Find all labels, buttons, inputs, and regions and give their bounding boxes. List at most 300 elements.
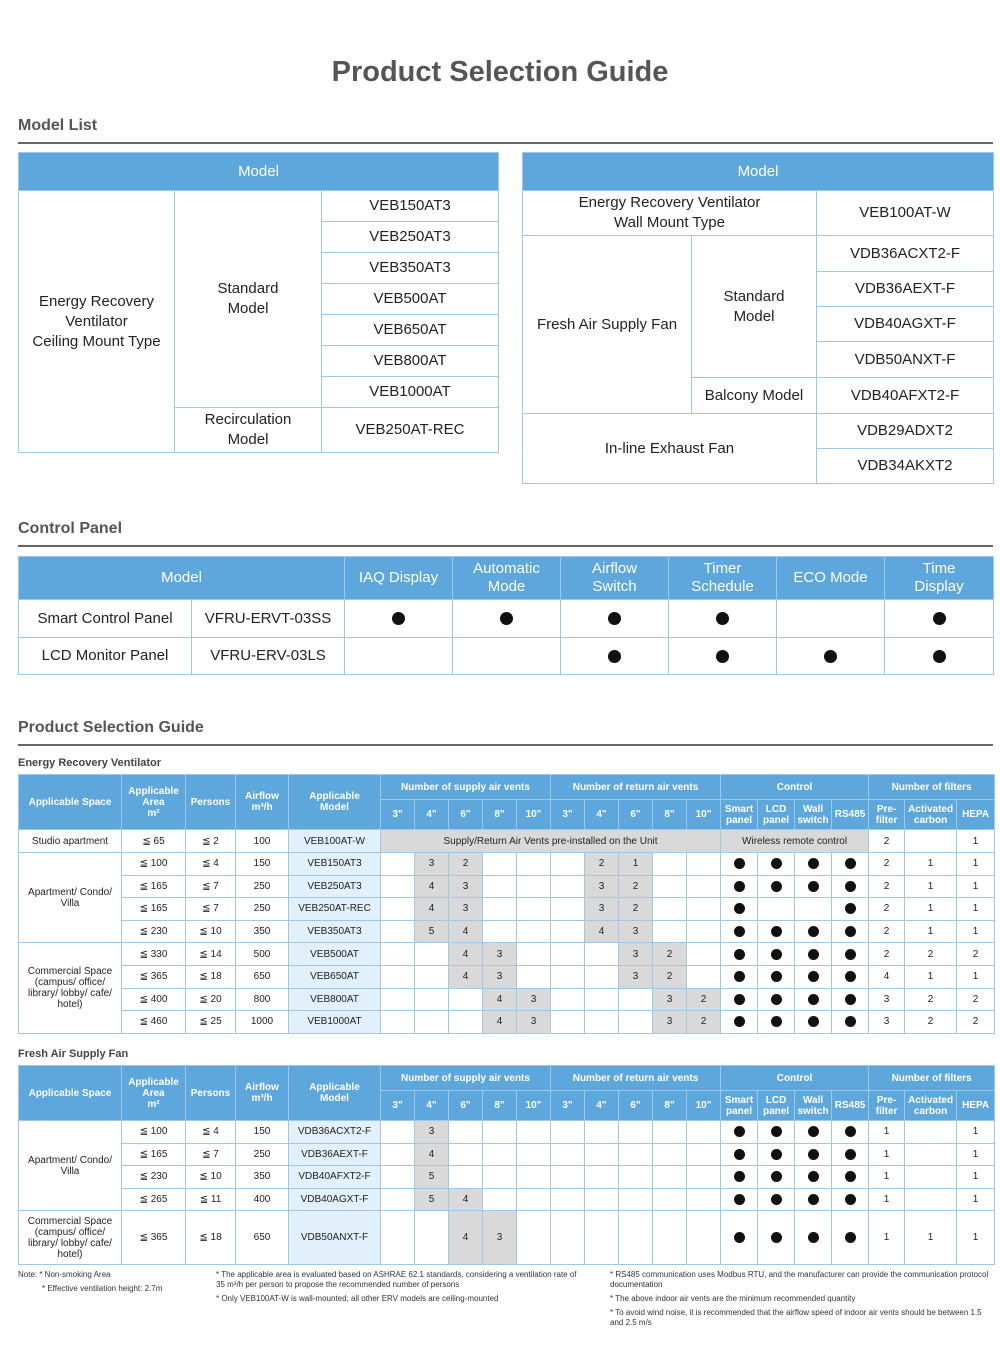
table-row [19,1166,995,1189]
filled-dot-icon [734,971,745,982]
supply-vent-cell [517,1143,551,1166]
model-cell: VDB36AEXT-F [289,1143,381,1166]
model-cell: VEB650AT [289,965,381,988]
header-vent-size: 4" [585,1091,619,1121]
airflow-cell: 1000 [236,1011,289,1034]
selection-guide-title: Product Selection Guide [18,719,204,736]
supply-vent-cell: 2 [449,853,483,876]
notes-col-2 [216,1270,586,1304]
return-vent-cell [653,898,687,921]
filter-cell: 1 [905,920,957,943]
notes-col-1 [18,1270,208,1294]
control-cell [795,965,832,988]
filter-cell: 2 [905,988,957,1011]
supply-vent-cell: 3 [483,965,517,988]
filled-dot-icon [845,1126,856,1137]
return-vent-cell: 2 [653,965,687,988]
model-cell: VDB40AFXT2-F [289,1166,381,1189]
control-cell [832,920,869,943]
header-vent-size: 6" [449,800,483,830]
return-vent-cell: 2 [619,898,653,921]
filter-cell: 4 [869,965,905,988]
return-vent-cell: 2 [619,875,653,898]
return-vent-cell [619,1011,653,1034]
filled-dot-icon [392,612,405,625]
header-control-type: Smart panel [721,1091,758,1121]
area-cell: ≦ 230 [122,920,186,943]
supply-vent-cell [381,920,415,943]
area-cell: ≦ 100 [122,1121,186,1144]
control-cell [832,898,869,921]
filter-cell: 2 [869,920,905,943]
filter-cell: 1 [957,965,995,988]
return-vent-cell [653,1211,687,1265]
return-vent-cell [653,1121,687,1144]
airflow-cell: 150 [236,853,289,876]
header-control: Control [721,775,869,800]
airflow-cell: 400 [236,1188,289,1211]
supply-vent-cell [517,853,551,876]
model-cell: VEB350AT3 [322,253,499,284]
filled-dot-icon [734,903,745,914]
filled-dot-icon [771,994,782,1005]
return-vent-cell [585,1143,619,1166]
return-vent-cell [653,853,687,876]
persons-cell: ≦ 10 [186,1166,236,1189]
return-vent-cell [687,898,721,921]
filter-cell: 1 [957,920,995,943]
model-list-rule [18,142,993,144]
cp-header: Timer Schedule [669,557,777,600]
header-area: Applicable Area m² [122,1066,186,1121]
filled-dot-icon [933,612,946,625]
supply-vent-cell [483,1143,517,1166]
control-cell [758,988,795,1011]
return-vent-cell [551,1121,585,1144]
control-cell [795,898,832,921]
header-supply-vents: Number of supply air vents [381,1066,551,1091]
filled-dot-icon [824,650,837,663]
control-cell [795,1166,832,1189]
supply-vent-cell [517,1121,551,1144]
filled-dot-icon [771,858,782,869]
header-control-type: RS485 [832,800,869,830]
control-cell [758,1188,795,1211]
filled-dot-icon [845,1171,856,1182]
filter-cell: 3 [869,988,905,1011]
control-cell [832,943,869,966]
filled-dot-icon [734,881,745,892]
cp-header: ECO Mode [777,557,885,600]
filled-dot-icon [771,1194,782,1205]
cp-feature-cell [345,638,453,675]
return-vent-cell [653,1166,687,1189]
cp-header: Time Display [885,557,994,600]
control-cell [832,1188,869,1211]
return-vent-cell: 2 [585,853,619,876]
return-vent-cell [687,1211,721,1265]
header-filter-type: Pre- filter [869,1091,905,1121]
filled-dot-icon [734,1194,745,1205]
supply-vent-cell [483,875,517,898]
control-cell [758,853,795,876]
return-vent-cell [551,898,585,921]
header-space: Applicable Space [19,1066,122,1121]
header-control-type: LCD panel [758,1091,795,1121]
airflow-cell: 350 [236,920,289,943]
header-vent-size: 10" [687,800,721,830]
control-cell [832,1011,869,1034]
header-filter-type: Activated carbon [905,1091,957,1121]
control-cell [795,920,832,943]
applicable-space-cell: Apartment/ Condo/ Villa [19,853,122,943]
control-cell [721,1166,758,1189]
control-cell [758,1211,795,1265]
area-cell: ≦ 330 [122,943,186,966]
header-filter-type: HEPA [957,800,995,830]
header-vent-size: 6" [449,1091,483,1121]
return-vent-cell [551,875,585,898]
model-cell: VDB36AEXT-F [817,272,994,307]
page-title: Product Selection Guide [331,56,669,88]
standard-model-label: Standard Model [692,236,817,378]
supply-vent-cell [381,853,415,876]
header-filter-type: HEPA [957,1091,995,1121]
supply-vent-cell [381,1011,415,1034]
filled-dot-icon [808,949,819,960]
control-cell [795,1188,832,1211]
model-cell: VDB40AFXT2-F [817,378,994,414]
model-cell: VDB40AGXT-F [817,307,994,342]
return-vent-cell [551,853,585,876]
cp-panel-name: Smart Control Panel [19,600,192,638]
filled-dot-icon [845,1232,856,1243]
header-control-type: RS485 [832,1091,869,1121]
supply-vent-cell [415,965,449,988]
cp-feature-cell [345,600,453,638]
supply-vent-cell [483,1121,517,1144]
filled-dot-icon [734,858,745,869]
control-cell [795,1121,832,1144]
filled-dot-icon [845,1149,856,1160]
filter-cell: 2 [957,943,995,966]
header-vent-size: 10" [517,800,551,830]
header-filter-type: Activated carbon [905,800,957,830]
note-line: * The above indoor air vents are the minimum recommended quantity [610,1294,856,1303]
supply-vent-cell: 3 [415,853,449,876]
model-cell: VEB1000AT [322,377,499,408]
header-control-type: Wall switch [795,800,832,830]
filter-cell: 3 [869,1011,905,1034]
return-vent-cell: 2 [687,1011,721,1034]
airflow-cell: 500 [236,943,289,966]
header-space: Applicable Space [19,775,122,830]
return-vent-cell: 3 [585,875,619,898]
persons-cell: ≦ 18 [186,965,236,988]
return-vent-cell [687,853,721,876]
filter-cell: 2 [957,1011,995,1034]
header-area: Applicable Area m² [122,775,186,830]
return-vent-cell [687,943,721,966]
control-cell [721,1188,758,1211]
filled-dot-icon [845,1194,856,1205]
control-cell [721,1011,758,1034]
filled-dot-icon [716,650,729,663]
header-vent-size: 6" [619,800,653,830]
cp-panel-name: LCD Monitor Panel [19,638,192,675]
supply-vent-cell [517,943,551,966]
fresh-air-fan-label: Fresh Air Supply Fan [523,236,692,414]
return-vent-cell [585,1011,619,1034]
filled-dot-icon [845,971,856,982]
return-vent-cell [687,1166,721,1189]
return-vent-cell [551,943,585,966]
model-list-left-table [18,152,499,453]
filter-cell: 1 [869,1188,905,1211]
model-header: Model [523,153,994,191]
header-vent-size: 3" [551,1091,585,1121]
filled-dot-icon [771,971,782,982]
filter-cell: 1 [869,1166,905,1189]
filter-cell [905,1121,957,1144]
supply-vent-cell [483,898,517,921]
supply-vent-cell: 4 [415,1143,449,1166]
note-line: * Effective ventilation height: 2.7m [42,1284,163,1293]
persons-cell: ≦ 2 [186,830,236,853]
header-control-type: Smart panel [721,800,758,830]
filter-cell: 1 [957,875,995,898]
filter-cell: 1 [957,898,995,921]
filled-dot-icon [933,650,946,663]
persons-cell: ≦ 10 [186,920,236,943]
supply-vent-cell: 4 [415,898,449,921]
supply-vent-cell: 3 [483,1211,517,1265]
control-cell [721,1143,758,1166]
header-filters: Number of filters [869,1066,995,1091]
filled-dot-icon [734,994,745,1005]
filled-dot-icon [716,612,729,625]
cp-feature-cell [561,600,669,638]
airflow-cell: 250 [236,898,289,921]
filled-dot-icon [608,650,621,663]
header-persons: Persons [186,775,236,830]
balcony-model-label: Balcony Model [692,378,817,414]
recirculation-model-label: Recirculation Model [175,408,322,453]
filled-dot-icon [808,1016,819,1027]
return-vent-cell [551,965,585,988]
persons-cell: ≦ 11 [186,1188,236,1211]
filter-cell: 1 [905,965,957,988]
header-return-vents: Number of return air vents [551,775,721,800]
filled-dot-icon [845,949,856,960]
supply-vent-cell [483,1166,517,1189]
model-cell: VEB250AT-REC [289,898,381,921]
filled-dot-icon [808,971,819,982]
return-vent-cell [653,920,687,943]
persons-cell: ≦ 4 [186,853,236,876]
model-cell: VDB36ACXT2-F [289,1121,381,1144]
supply-vent-cell [517,1211,551,1265]
cp-panel-model: VFRU-ERVT-03SS [192,600,345,638]
header-vent-size: 3" [381,800,415,830]
header-vent-size: 8" [483,800,517,830]
model-cell: VEB250AT3 [289,875,381,898]
supply-vent-cell [381,898,415,921]
control-cell [758,875,795,898]
header-model: Applicable Model [289,1066,381,1121]
header-vent-size: 8" [653,800,687,830]
return-vent-cell [687,875,721,898]
return-vent-cell [619,1143,653,1166]
return-vent-cell: 3 [653,1011,687,1034]
return-vent-cell [551,920,585,943]
filter-cell: 2 [869,875,905,898]
filter-cell: 1 [869,1143,905,1166]
cp-feature-cell [561,638,669,675]
header-vent-size: 10" [517,1091,551,1121]
control-panel-table [18,556,994,675]
header-persons: Persons [186,1066,236,1121]
table-row [19,920,995,943]
filter-cell: 2 [869,943,905,966]
supply-vent-cell [517,1166,551,1189]
filter-cell: 1 [957,1211,995,1265]
return-vent-cell [551,1188,585,1211]
return-vent-cell [551,1166,585,1189]
control-cell [721,1211,758,1265]
header-control-type: Wall switch [795,1091,832,1121]
control-cell [721,920,758,943]
control-cell [795,943,832,966]
model-cell: VDB29ADXT2 [817,414,994,449]
cp-header: Automatic Mode [453,557,561,600]
model-list-title: Model List [18,117,98,134]
filter-cell: 1 [957,853,995,876]
control-cell [721,943,758,966]
control-cell [832,965,869,988]
return-vent-cell [585,943,619,966]
supply-vent-cell [449,1121,483,1144]
table-row [19,943,995,966]
filled-dot-icon [808,881,819,892]
model-cell: VEB100AT-W [289,830,381,853]
filled-dot-icon [845,903,856,914]
supply-vent-cell [449,1011,483,1034]
control-cell [832,988,869,1011]
model-cell: VEB150AT3 [289,853,381,876]
persons-cell: ≦ 18 [186,1211,236,1265]
vents-preinstalled-note: Supply/Return Air Vents pre-installed on the Unit [381,830,721,853]
supply-vent-cell: 3 [415,1121,449,1144]
return-vent-cell [551,988,585,1011]
persons-cell: ≦ 14 [186,943,236,966]
return-vent-cell [619,1211,653,1265]
cp-feature-cell [777,600,885,638]
table-row [19,830,995,853]
supply-vent-cell [381,965,415,988]
supply-vent-cell [415,988,449,1011]
applicable-space-cell: Commercial Space (campus/ office/ library/ lobby/ cafe/ hotel) [19,943,122,1033]
supply-vent-cell [381,988,415,1011]
filled-dot-icon [808,858,819,869]
control-cell [721,965,758,988]
filter-cell: 1 [957,1121,995,1144]
return-vent-cell [687,1121,721,1144]
supply-vent-cell: 3 [483,943,517,966]
applicable-space-cell: Commercial Space (campus/ office/ library/ lobby/ cafe/ hotel) [19,1211,122,1265]
return-vent-cell [585,965,619,988]
filled-dot-icon [808,1149,819,1160]
return-vent-cell [585,988,619,1011]
persons-cell: ≦ 7 [186,875,236,898]
supply-vent-cell: 4 [449,1188,483,1211]
inline-exhaust-fan-label: In-line Exhaust Fan [523,414,817,484]
return-vent-cell [687,1188,721,1211]
supply-vent-cell [517,898,551,921]
table-row [19,898,995,921]
filled-dot-icon [808,1194,819,1205]
model-cell: VDB36ACXT2-F [817,236,994,272]
return-vent-cell: 2 [687,988,721,1011]
cp-feature-cell [885,638,994,675]
standard-model-label: Standard Model [175,191,322,408]
return-vent-cell [585,1121,619,1144]
supply-vent-cell [449,1143,483,1166]
return-vent-cell: 3 [585,898,619,921]
control-cell [758,1011,795,1034]
supply-vent-cell: 3 [449,875,483,898]
return-vent-cell: 4 [585,920,619,943]
model-list-right-table [522,152,994,484]
note-line: * RS485 communication uses Modbus RTU, and the manufacturer can provide the communication protocol documentation [610,1270,989,1289]
control-cell [758,943,795,966]
control-cell [721,875,758,898]
supply-vent-cell [381,1121,415,1144]
return-vent-cell [619,1166,653,1189]
persons-cell: ≦ 4 [186,1121,236,1144]
cp-feature-cell [885,600,994,638]
note-line: Note: * Non-smoking Area [18,1270,111,1279]
return-vent-cell [551,1011,585,1034]
area-cell: ≦ 460 [122,1011,186,1034]
header-return-vents: Number of return air vents [551,1066,721,1091]
airflow-cell: 650 [236,1211,289,1265]
area-cell: ≦ 230 [122,1166,186,1189]
return-vent-cell [585,1166,619,1189]
filter-cell [905,1166,957,1189]
header-vent-size: 8" [483,1091,517,1121]
filled-dot-icon [808,994,819,1005]
supply-vent-cell: 4 [449,943,483,966]
airflow-cell: 100 [236,830,289,853]
filter-cell: 1 [957,1166,995,1189]
header-filter-type: Pre- filter [869,800,905,830]
area-cell: ≦ 400 [122,988,186,1011]
supply-vent-cell [517,875,551,898]
erv-ceiling-label: Energy Recovery Ventilator Ceiling Mount Type [19,191,175,453]
cp-panel-model: VFRU-ERV-03LS [192,638,345,675]
supply-vent-cell [381,1166,415,1189]
supply-vent-cell: 4 [449,965,483,988]
control-panel-rule [18,545,993,547]
area-cell: ≦ 265 [122,1188,186,1211]
model-header: Model [19,153,499,191]
control-cell [795,1011,832,1034]
control-cell [758,920,795,943]
supply-vent-cell [483,1188,517,1211]
control-cell [832,1166,869,1189]
control-cell [758,1143,795,1166]
